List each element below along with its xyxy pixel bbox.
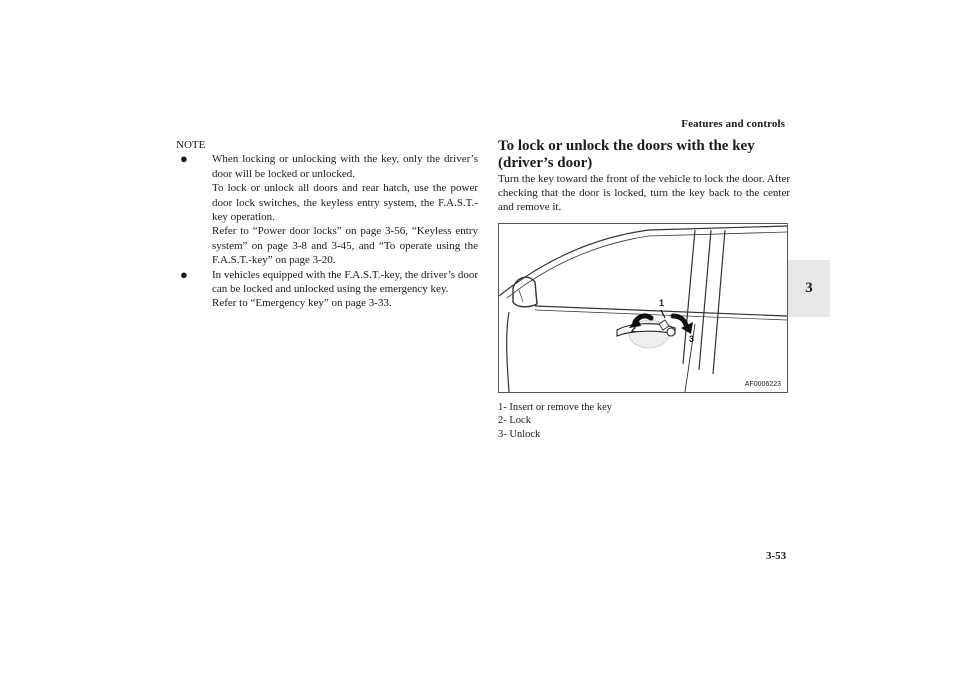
- callout-1: 1: [659, 297, 665, 308]
- callout-3: 3: [689, 333, 695, 344]
- bullet-icon: ●: [180, 151, 188, 167]
- note-bullet-1: [176, 152, 478, 267]
- door-lock-figure: [498, 223, 788, 393]
- note-bullet-1-para-2: To lock or unlock all doors and rear hatch, use the power door lock switches, the keyless entry system, the F.A.S.T.-key operation.: [212, 182, 478, 224]
- figure-legend: [498, 401, 790, 442]
- note-bullet-1-para-1: When locking or unlocking with the key, only the driver’s door will be locked or unlocked.: [212, 153, 478, 180]
- note-bullet-2: [176, 268, 478, 311]
- running-header: Features and controls: [681, 118, 785, 130]
- note-bullet-2-para-2: Refer to “Emergency key” on page 3-33.: [212, 297, 392, 310]
- callout-2: 2: [631, 323, 637, 334]
- chapter-tab-number: 3: [805, 280, 813, 296]
- note-bullet-1-para-3: Refer to “Power door locks” on page 3-56, “Keyless entry system” on page 3-8 and 3-45, and “To operate using the F.A.S.T.-key” on page 3-20.: [212, 225, 478, 267]
- note-label: NOTE: [176, 139, 206, 151]
- chapter-tab: [788, 260, 830, 317]
- note-bullet-2-para-1: In vehicles equipped with the F.A.S.T.-key, the driver’s door can be locked and unlocked using the emergency key.: [212, 268, 478, 296]
- bullet-icon: ●: [180, 266, 188, 282]
- legend-item-1: 1- Insert or remove the key: [498, 401, 612, 413]
- section-block: [498, 138, 790, 441]
- section-title: To lock or unlock the doors with the key (driver’s door): [498, 138, 755, 171]
- figure-code: AF0006223: [744, 380, 781, 388]
- page-number: 3-53: [766, 550, 787, 562]
- door-key-illustration: [499, 224, 787, 392]
- legend-item-3: 3- Unlock: [498, 428, 541, 440]
- note-block: [176, 138, 478, 311]
- legend-item-2: 2- Lock: [498, 415, 531, 427]
- section-body: Turn the key toward the front of the vehicle to lock the door. After checking that the door is locked, turn the key back to the center and remove it.: [498, 173, 790, 214]
